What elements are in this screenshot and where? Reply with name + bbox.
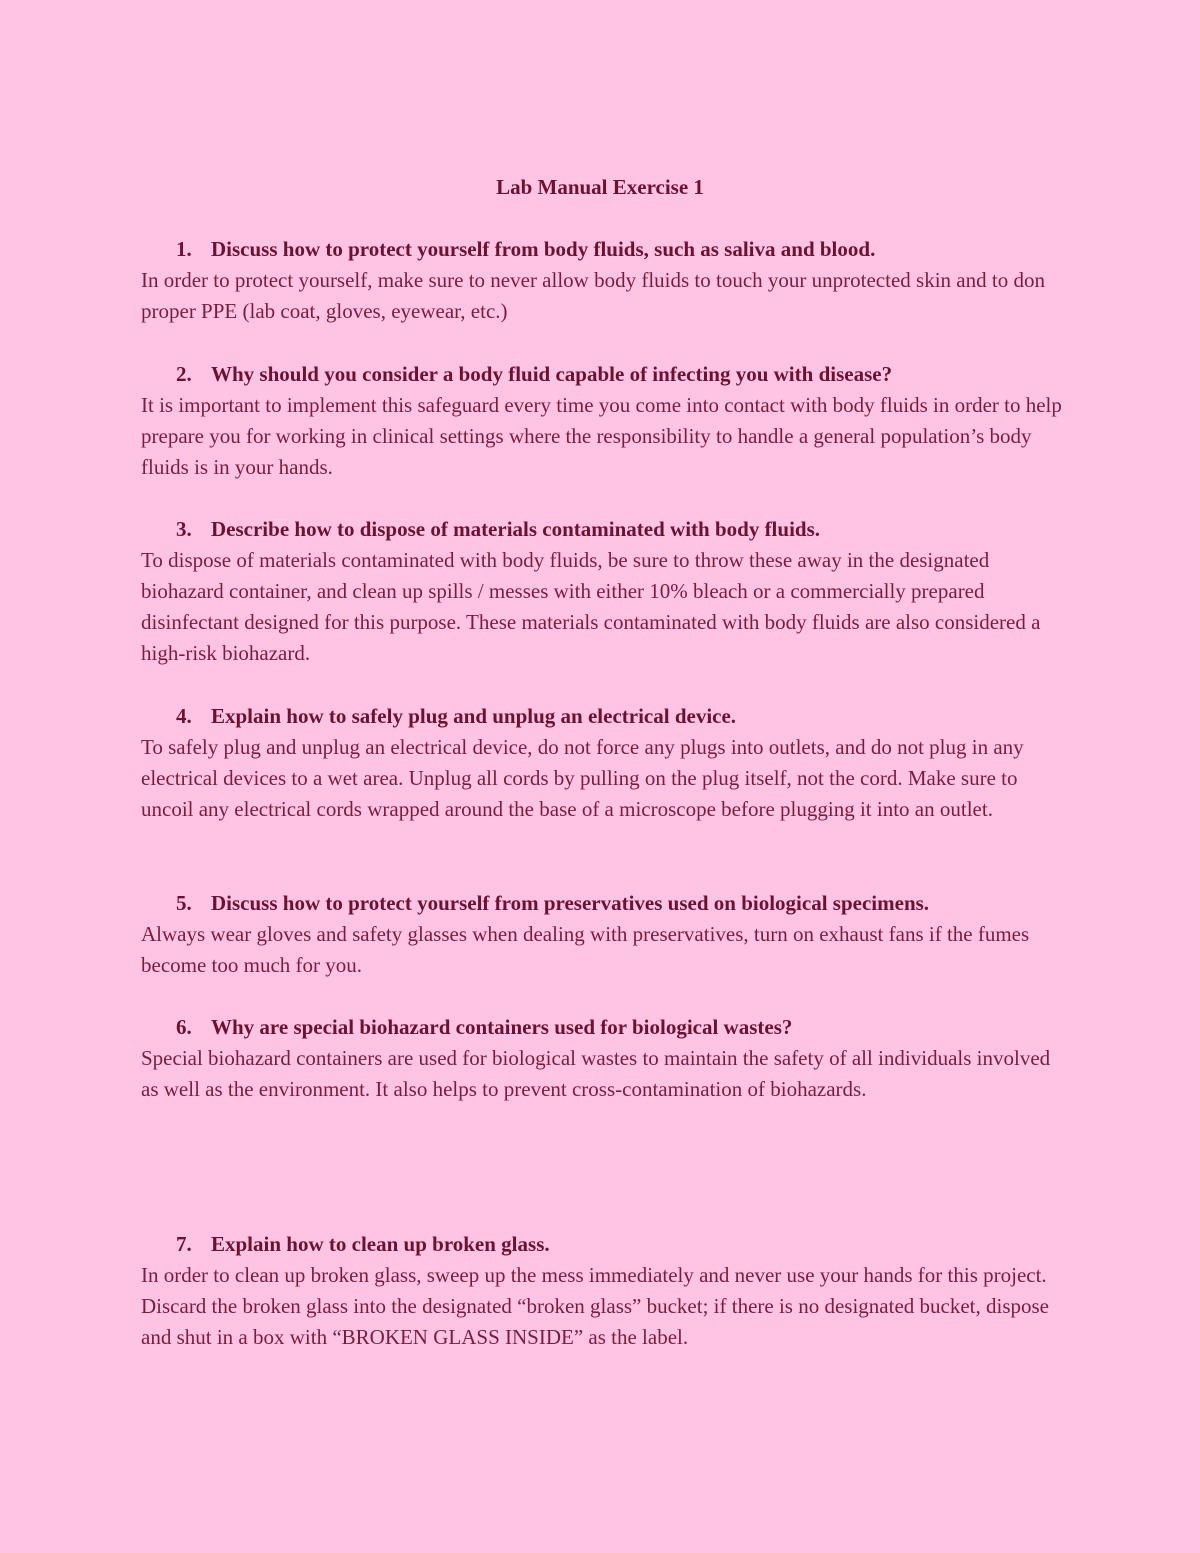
qa-item-1 [141,234,1071,327]
question-text: Why should you consider a body fluid capable of infecting you with disease? [211,362,893,386]
question-text: Describe how to dispose of materials contaminated with body fluids. [211,517,821,541]
qa-item-6 [141,1012,1071,1105]
question-3 [141,514,1071,545]
question-number: 1. [176,237,192,261]
answer-2: It is important to implement this safeguard every time you come into contact with body fluids in order to help prepare you for working in clinical settings where the responsibility to handle a general population’s body fluids is in your hands. [141,393,1062,479]
qa-item-5 [141,888,1071,981]
answer-5: Always wear gloves and safety glasses when dealing with preservatives, turn on exhaust fans if the fumes become too much for you. [141,922,1030,977]
question-number: 2. [176,362,192,386]
question-number: 4. [176,704,192,728]
answer-4: To safely plug and unplug an electrical device, do not force any plugs into outlets, and do not plug in any electrical devices to a wet area. Unplug all cords by pulling on the plug itself, not the cord. Make sure to uncoil any electrical cords wrapped around the base of a microscope before plugging it into an outlet. [141,735,1024,821]
answer-1: In order to protect yourself, make sure to never allow body fluids to touch your unprotected skin and to don proper PPE (lab coat, gloves, eyewear, etc.) [141,268,1045,323]
question-text: Why are special biohazard containers used for biological wastes? [211,1015,793,1039]
answer-7: In order to clean up broken glass, sweep up the mess immediately and never use your hands for this project. Discard the broken glass into the designated “broken glass” bucket; if there is no designated bucket, dispose and shut in a box with “BROKEN GLASS INSIDE” as the label. [141,1263,1050,1349]
question-number: 6. [176,1015,192,1039]
question-6 [141,1012,1071,1043]
answer-3: To dispose of materials contaminated with body fluids, be sure to throw these away in the designated biohazard container, and clean up spills / messes with either 10% bleach or a commercially prepared disinfectant designed for this purpose. These materials contaminated with body fluids are also considered a high-risk biohazard. [141,548,1041,665]
question-number: 3. [176,517,192,541]
qa-item-4 [141,701,1071,825]
answer-6: Special biohazard containers are used for biological wastes to maintain the safety of all individuals involved as well as the environment. It also helps to prevent cross-contamination of biohazards. [141,1046,1051,1101]
question-text: Discuss how to protect yourself from preservatives used on biological specimens. [211,891,930,915]
question-number: 7. [176,1232,192,1256]
question-2 [141,359,1071,390]
question-7 [141,1229,1071,1260]
question-4 [141,701,1071,732]
qa-item-2 [141,359,1071,483]
page-title: Lab Manual Exercise 1 [496,175,704,199]
question-text: Explain how to clean up broken glass. [211,1232,550,1256]
question-number: 5. [176,891,192,915]
question-1 [141,234,1071,265]
question-text: Explain how to safely plug and unplug an electrical device. [211,704,737,728]
qa-item-7 [141,1229,1071,1353]
qa-item-3 [141,514,1071,669]
question-text: Discuss how to protect yourself from body fluids, such as saliva and blood. [211,237,876,261]
question-5 [141,888,1071,919]
